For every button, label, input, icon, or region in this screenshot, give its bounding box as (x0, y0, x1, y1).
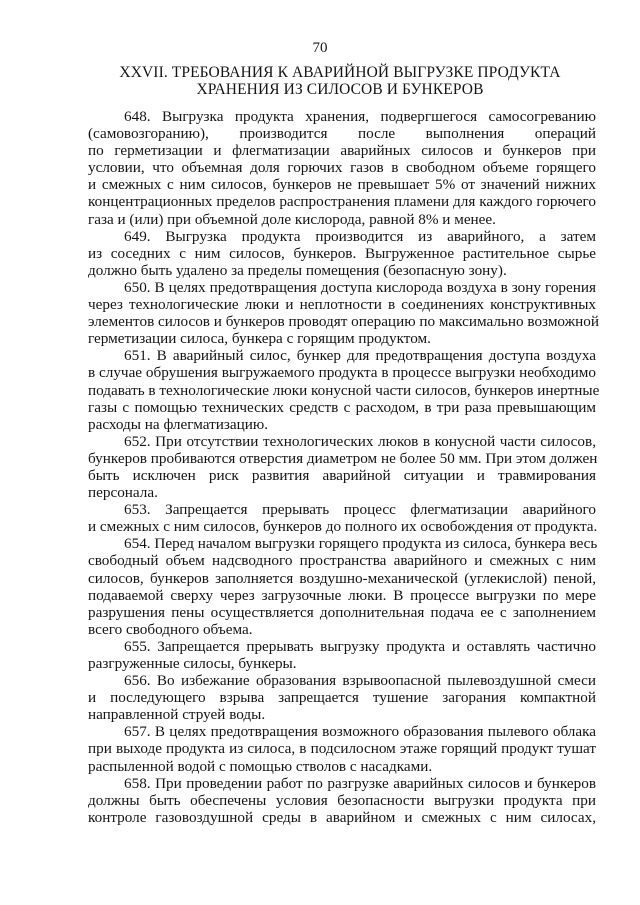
paragraph-line: из соседних с ним силосов, бункеров. Выгруженное растительное сырье (88, 244, 596, 262)
paragraph-650 (88, 278, 599, 348)
paragraph-line: и смежных с ним силосов, бункеров не превышает 5% от значений нижних (88, 176, 596, 194)
paragraph-line: направленной струей воды. (88, 706, 266, 724)
document-body (88, 108, 600, 826)
paragraph-line: 657. В целях предотвращения возможного образования пылевого облака (124, 723, 596, 741)
paragraph-line: силосов, бункеров заполняется воздушно-механической (углекислой) пеной, (88, 569, 596, 587)
paragraph-line: 649. Выгрузка продукта производится из аварийного, а затем (124, 227, 596, 245)
paragraph-line: в случае обрушения выгружаемого продукта в процессе выгрузки необходимо (88, 364, 596, 382)
paragraph-line: концентрационных пределов распространения пламени для каждого горючего (88, 193, 596, 211)
paragraph-line: условии, что объемная доля горючих газов в свободном объеме горящего (88, 159, 596, 177)
paragraph-line: 650. В целях предотвращения доступа кислорода воздуха в зону горения (124, 278, 596, 296)
paragraph-line: по герметизации и флегматизации аварийных силосов и бункеров при (88, 142, 596, 160)
paragraph-653 (88, 501, 596, 535)
section-heading (100, 64, 580, 98)
paragraph-655 (88, 638, 596, 672)
paragraph-line: и последующего взрыва запрещается тушение загорания компактной (88, 689, 596, 707)
paragraph-line: контроле газовоздушной среды в аварийном и смежных с ним силосах, (88, 808, 596, 826)
section-heading-line: XXVII. ТРЕБОВАНИЯ К АВАРИЙНОЙ ВЫГРУЗКЕ ПРОДУКТА (119, 64, 561, 81)
section-heading-line: ХРАНЕНИЯ ИЗ СИЛОСОВ И БУНКЕРОВ (196, 81, 484, 98)
paragraph-line: 648. Выгрузка продукта хранения, подвергшегося самосогреванию (124, 108, 596, 125)
paragraph-line: подавать в технологические люки конусной части силосов, бункеров инертные (88, 381, 600, 399)
paragraph-654 (88, 535, 596, 638)
paragraph-line: должно быть удалено за пределы помещения (безопасную зону). (88, 261, 507, 279)
paragraph-line: 655. Запрещается прерывать выгрузку продукта и оставлять частично (124, 637, 596, 655)
paragraph-line: бункеров пробиваются отверстия диаметром не более 50 мм. При этом должен (88, 449, 598, 467)
paragraph-648 (88, 108, 596, 228)
paragraph-line: герметизации силоса, бункера с горящим продуктом. (88, 330, 431, 348)
paragraph-line: при выходе продукта из силоса, в подсилосном этаже горящий продукт тушат (88, 740, 596, 758)
paragraph-line: 654. Перед началом выгрузки горящего продукта из силоса, бункера весь (124, 535, 598, 553)
paragraph-line: 658. При проведении работ по разгрузке аварийных силосов и бункеров (124, 774, 596, 792)
paragraph-line: разгруженные силосы, бункеры. (88, 655, 297, 672)
paragraph-line: подаваемой сверху через загрузочные люки. В процессе выгрузки по мере (88, 586, 596, 604)
paragraph-line: через технологические люки и неплотности в соединениях конструктивных (88, 296, 596, 314)
paragraph-652 (88, 433, 596, 501)
paragraph-line: всего свободного объема. (88, 620, 253, 638)
paragraph-651 (88, 347, 600, 433)
paragraph-656 (88, 672, 596, 723)
paragraph-line: свободный объем надсводного пространства аварийного и смежных с ним (88, 552, 596, 570)
page-number: 70 (312, 40, 328, 56)
paragraph-658 (88, 775, 596, 826)
paragraph-line: расходы на флегматизацию. (88, 415, 269, 433)
paragraph-line: распыленной водой с помощью стволов с насадками. (88, 757, 433, 775)
paragraph-line: разрушения пены осуществляется дополнительная подача ее с заполнением (88, 603, 596, 621)
paragraph-line: 652. При отсутствии технологических люков в конусной части силосов, (124, 432, 596, 450)
paragraph-line: газы с помощью технических средств с расходом, в три раза превышающим (88, 398, 596, 416)
paragraph-line: 656. Во избежание образования взрывоопасной пылевоздушной смеси (124, 672, 596, 690)
paragraph-line: элементов силосов и бункеров проводят операцию по максимально возможной (88, 313, 599, 331)
paragraph-line: персонала. (88, 484, 158, 502)
paragraph-line: (самовозгоранию), производится после выполнения операций (88, 125, 596, 143)
paragraph-line: газа и (или) при объемной доле кислорода, равной 8% и менее. (88, 210, 496, 228)
paragraph-line: 651. В аварийный силос, бункер для предотвращения доступа воздуха (124, 347, 596, 365)
paragraph-649 (88, 228, 596, 279)
paragraph-line: и смежных с ним силосов, бункеров до полного их освобождения от продукта. (88, 518, 598, 536)
paragraph-line: быть исключен риск развития аварийной ситуации и травмирования (88, 466, 596, 484)
paragraph-line: должны быть обеспечены условия безопасности выгрузки продукта при (88, 791, 596, 809)
paragraph-657 (88, 723, 596, 774)
paragraph-line: 653. Запрещается прерывать процесс флегматизации аварийного (124, 501, 596, 519)
